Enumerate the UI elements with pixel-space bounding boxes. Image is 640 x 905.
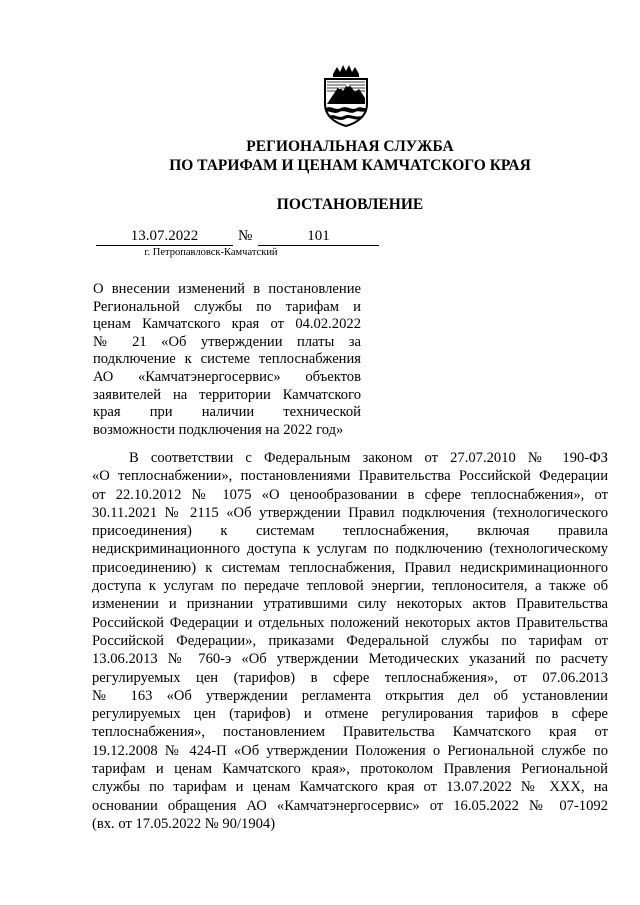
organization-title-line-1: РЕГИОНАЛЬНАЯ СЛУЖБА [246, 138, 454, 155]
body-line: 30.11.2021 № 2115 «Об утверждении Правил подключения (технологического [92, 504, 608, 521]
body-line: 19.12.2008 № 424-П «Об утверждении Положения о Региональной службе по [92, 742, 608, 759]
subject-line: возможности подключения на 2022 год» [93, 421, 344, 438]
body-line: Российской Федерации», приказами Федеральной службы по тарифам от [92, 632, 608, 649]
document-subject [93, 281, 361, 439]
coat-of-arms-icon [317, 64, 375, 128]
subject-line: подключение к системе теплоснабжения [93, 351, 361, 368]
body-line: основании обращения АО «Камчатэнергосервис» от 16.05.2022 № 07-1092 [92, 797, 608, 814]
document-number: 101 [258, 228, 379, 246]
subject-line: О внесении изменений в постановление [93, 281, 361, 297]
subject-line: ценам Камчатского края от 04.02.2022 [93, 316, 361, 333]
body-line: В соответствии с Федеральным законом от 27.07.2010 № 190-ФЗ [129, 450, 608, 466]
document-city: г. Петропавловск-Камчатский [144, 247, 278, 258]
body-line: службы по тарифам и ценам Камчатского края от 13.07.2022 № XXX, на [92, 779, 608, 796]
document-date: 13.07.2022 [96, 228, 233, 246]
subject-line: АО «Камчатэнергосервис» объектов [93, 368, 361, 385]
body-line: тарифам и ценам Камчатского края», протоколом Правления Региональной [92, 761, 608, 778]
body-line: присоединению) к системам теплоснабжения, Правил недискриминационного [92, 559, 608, 576]
body-line: (вх. от 17.05.2022 № 90/1904) [92, 815, 276, 832]
organization-title-line-2: ПО ТАРИФАМ И ЦЕНАМ КАМЧАТСКОГО КРАЯ [169, 157, 531, 174]
body-line: 13.06.2013 № 760-э «Об утверждении Методических указаний по расчету [92, 651, 608, 668]
subject-line: заявителей на территории Камчатского [93, 386, 361, 403]
body-line: присоединения) к системам теплоснабжения, включая правила [92, 523, 608, 540]
document-type: ПОСТАНОВЛЕНИЕ [276, 196, 424, 213]
body-line: изменении и признании утратившими силу некоторых актов Правительства [92, 596, 608, 613]
organization-title [80, 137, 620, 175]
subject-line: края при наличии технической [93, 404, 361, 421]
body-line: от 22.10.2012 № 1075 «О ценообразовании в сфере теплоснабжения», от [92, 486, 608, 503]
body-line: теплоснабжения», постановлением Правительства Камчатского края от [92, 724, 608, 741]
document-body [92, 449, 608, 833]
subject-line: № 21 «Об утверждении платы за [93, 333, 361, 350]
subject-line: Региональной службы по тарифам и [93, 298, 361, 315]
document-number-label: № [238, 228, 253, 244]
body-line: доступа к услугам по передаче тепловой энергии, теплоносителя, а также об [92, 578, 608, 595]
body-line: регулируемых цен (тарифов) в сфере теплоснабжения», от 07.06.2013 [92, 669, 608, 686]
body-line: «О теплоснабжении», постановлениями Правительства Российской Федерации [92, 468, 608, 485]
body-line: № 163 «Об утверждении регламента открытия дел об установлении [92, 687, 608, 704]
body-line: недискриминационного доступа к услугам по подключению (технологическому [92, 541, 608, 558]
body-line: Российской Федерации и отдельных положений некоторых актов Правительства [92, 614, 608, 631]
body-line: регулируемых цен (тарифов) и отмене регулирования тарифов в сфере [92, 706, 608, 723]
